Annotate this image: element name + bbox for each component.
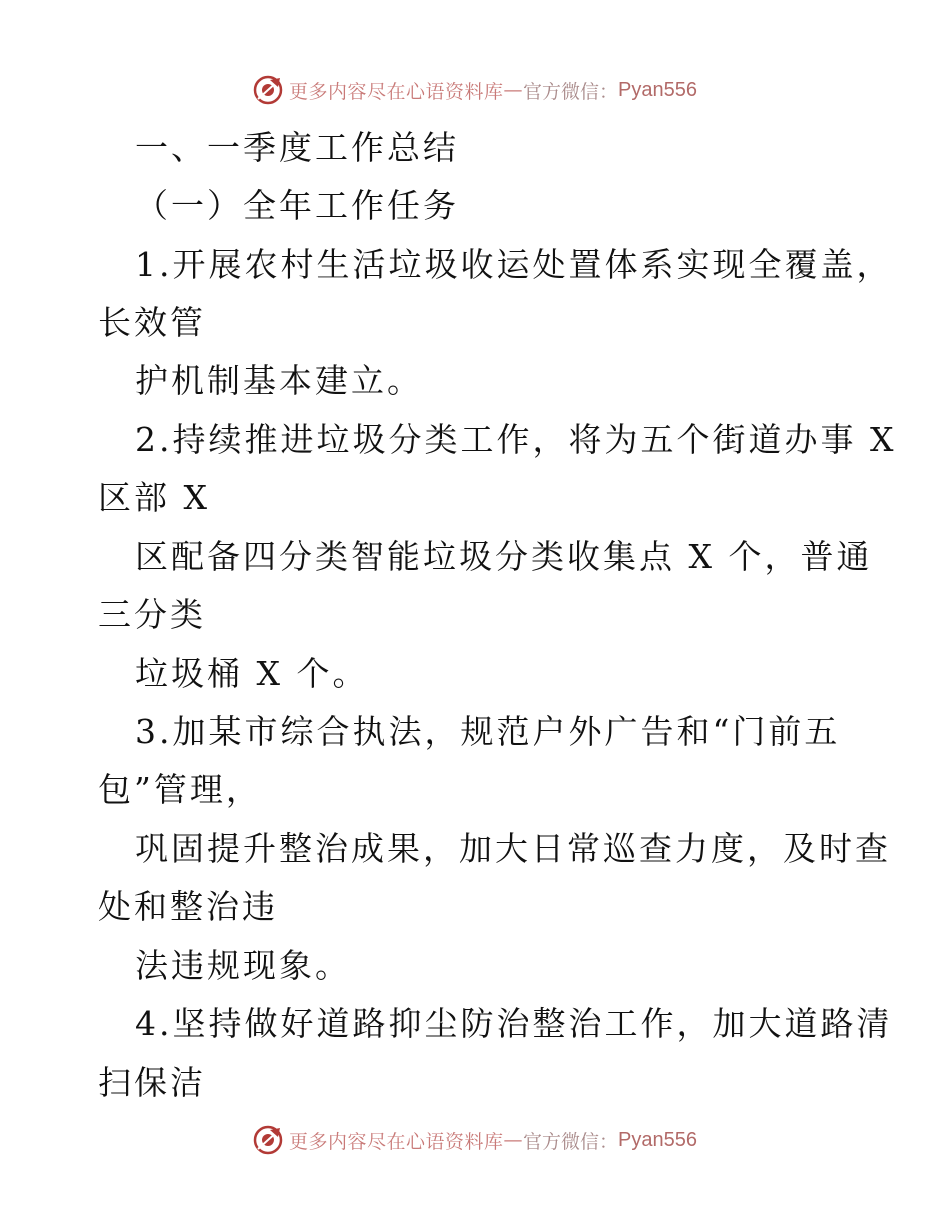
logo-icon	[253, 75, 283, 105]
banner-wechat-id: Pyan556	[618, 1128, 697, 1151]
paragraph-line: 区配备四分类智能垃圾分类收集点 X 个，普通	[135, 537, 873, 576]
banner-wechat-label: 官方微信：	[523, 1130, 619, 1153]
paragraph-line: 3.加某市综合执法，规范户外广告和“门前五	[135, 712, 841, 751]
paragraph-line: 4.坚持做好道路抑尘防治整治工作，加大道路清	[135, 1004, 893, 1043]
banner-dash: —	[503, 79, 524, 101]
subsection-heading: （一）全年工作任务	[135, 186, 459, 225]
paragraph-line: 2.持续推进垃圾分类工作，将为五个街道办事 X	[135, 420, 897, 459]
paragraph-line: 1.开展农村生活垃圾收运处置体系实现全覆盖，	[135, 245, 893, 284]
banner-wechat-label: 官方微信：	[523, 80, 619, 103]
header-banner	[0, 70, 950, 110]
paragraph-line: 扫保洁	[98, 1063, 206, 1102]
banner-site-text: 更多内容尽在心语资料库	[289, 80, 504, 103]
paragraph-line: 长效管	[98, 303, 206, 342]
logo-icon	[253, 1125, 283, 1155]
paragraph-line: 垃圾桶 X 个。	[135, 654, 369, 693]
paragraph-line: 巩固提升整治成果，加大日常巡查力度，及时查	[135, 829, 891, 868]
paragraph-line: 处和整治违	[98, 887, 278, 926]
paragraph-line: 法违规现象。	[135, 946, 351, 985]
paragraph-line: 三分类	[98, 595, 206, 634]
section-heading: 一、一季度工作总结	[135, 128, 459, 167]
banner-site-text: 更多内容尽在心语资料库	[289, 1130, 504, 1153]
footer-banner	[0, 1120, 950, 1160]
banner-dash: —	[503, 1129, 524, 1151]
banner-wechat-id: Pyan556	[618, 78, 697, 101]
paragraph-line: 包”管理，	[98, 770, 262, 809]
paragraph-line: 护机制基本建立。	[135, 361, 423, 400]
paragraph-line: 区部 X	[98, 478, 210, 517]
